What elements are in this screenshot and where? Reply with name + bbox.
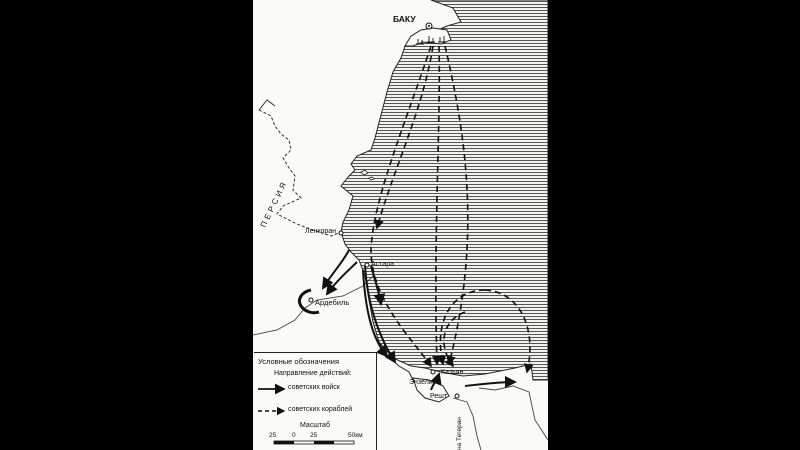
scale-title: Масштаб — [300, 422, 330, 429]
legend-title: Условные обозначения — [258, 357, 340, 366]
river-east — [479, 386, 548, 440]
lenkoran-marker — [339, 231, 343, 235]
scale-bar — [274, 441, 354, 444]
scale-tick-0: 25 — [269, 432, 277, 439]
legend-item-ships: советских кораблей — [288, 406, 353, 413]
label-astara: Астара — [371, 261, 394, 268]
label-resht: Решт — [430, 393, 448, 400]
legend — [254, 352, 377, 450]
border-north — [259, 100, 275, 110]
scale-tick-3: 50км — [348, 432, 363, 439]
resht-marker — [455, 394, 459, 398]
river-ardebil — [253, 276, 373, 335]
enzeli-marker — [431, 370, 435, 374]
scale-tick-2: 25 — [310, 432, 318, 439]
label-enzeli: Энзели — [409, 379, 433, 386]
label-baku: БАКУ — [393, 14, 416, 24]
caspian-sea — [341, 0, 548, 380]
label-river-tehran: на Тегеран — [456, 417, 463, 450]
ardebil-marker — [309, 298, 313, 302]
label-persia: ПЕРСИЯ — [258, 178, 290, 229]
astara-marker — [365, 263, 369, 267]
label-kazyan: Казьян — [441, 369, 464, 376]
legend-subtitle: Направление действий: — [274, 370, 352, 377]
troop-arrow-ardebil-2 — [327, 262, 357, 294]
label-ardebil: Ардебиль — [315, 298, 350, 307]
label-lenkoran: Ленкоран — [305, 228, 337, 235]
scale-tick-1: 0 — [292, 432, 296, 439]
map-panel — [253, 0, 548, 450]
legend-item-troops: советских войск — [288, 384, 340, 391]
troop-arrow-east — [465, 382, 515, 386]
